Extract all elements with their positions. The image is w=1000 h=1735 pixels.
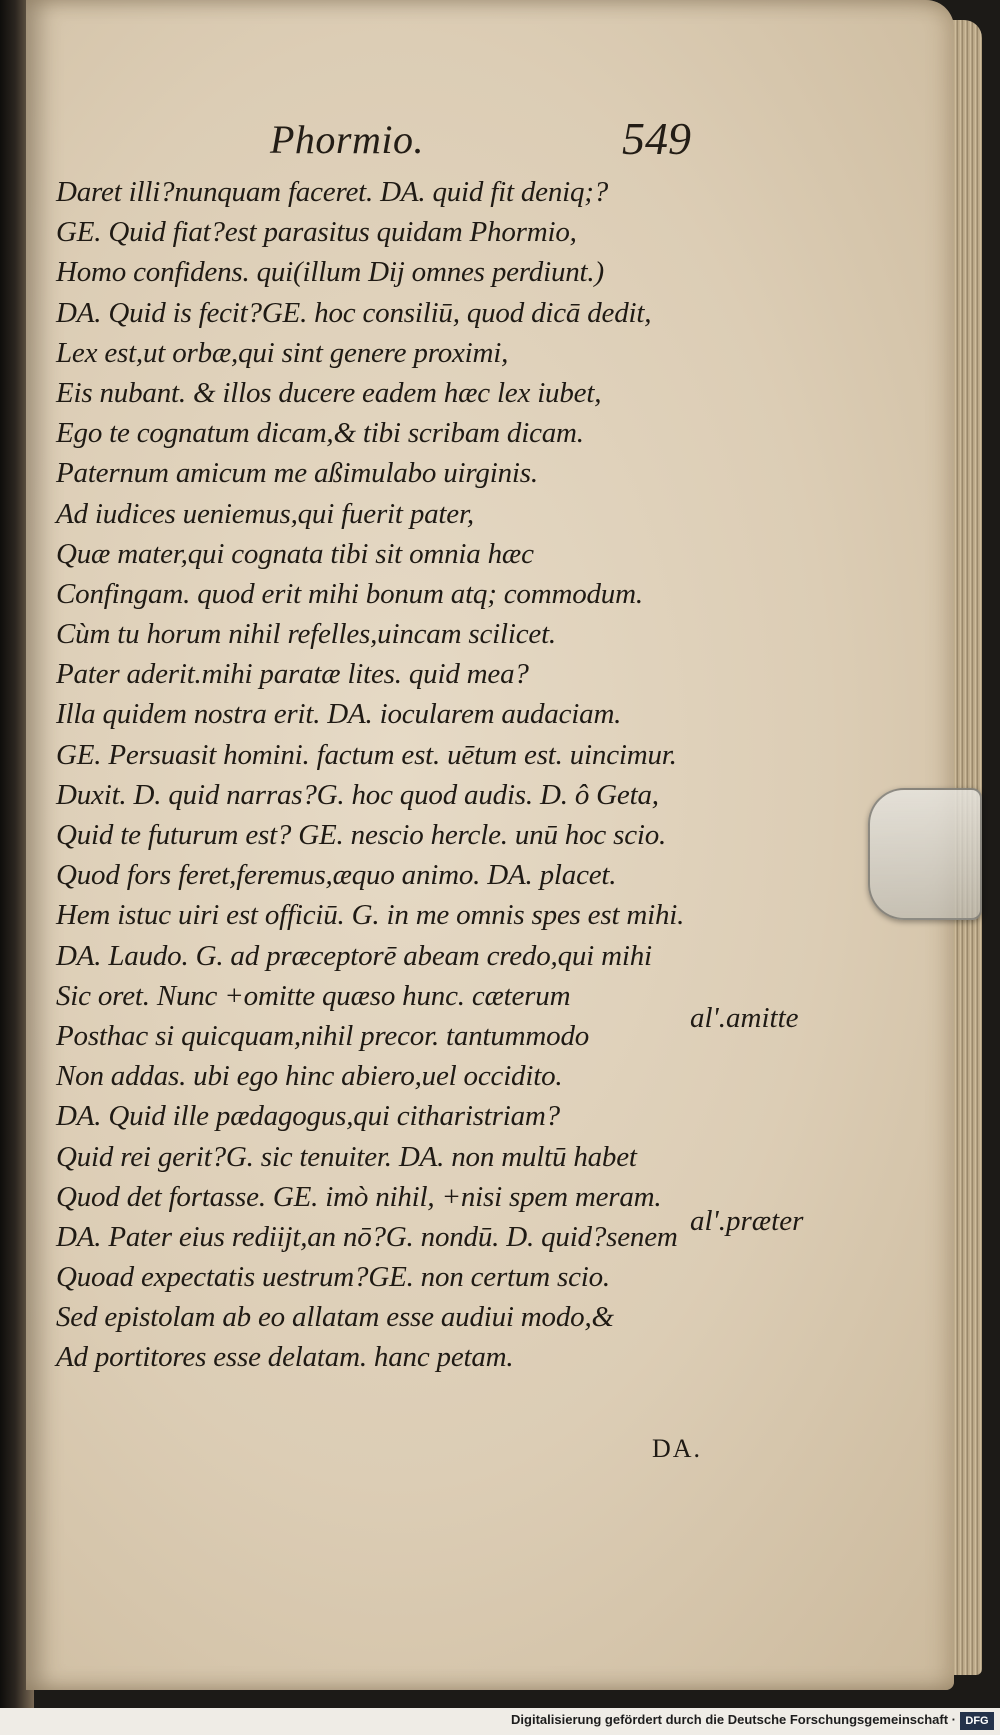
verse-line: Confingam. quod erit mihi bonum atq; commodum. <box>56 577 643 610</box>
margin-note-praeter: al'.præter <box>690 1205 804 1237</box>
margin-note-amitte: al'.amitte <box>690 1002 799 1034</box>
verse-line: Ego te cognatum dicam,& tibi scribam dicam. <box>56 417 584 450</box>
verse-line: DA. Quid is fecit?GE. hoc consiliū, quod dicā dedit, <box>56 296 652 329</box>
verse-line: Hem istuc uiri est officiū. G. in me omnis spes est mihi. <box>56 899 685 932</box>
verse-line: Quid te futurum est? GE. nescio hercle. unū hoc scio. <box>56 819 667 851</box>
funding-notice: Digitalisierung gefördert durch die Deutsche Forschungsgemeinschaft · <box>511 1712 956 1727</box>
book-page <box>26 0 954 1690</box>
verse-line: DA. Quid ille pædagogus,qui citharistriam? <box>56 1100 560 1133</box>
verse-line: Eis nubant. & illos ducere eadem hæc lex iubet, <box>56 376 602 409</box>
page-holder-clip <box>868 788 982 920</box>
verse-line: Quod fors feret,feremus,æquo animo. DA. placet. <box>56 859 617 892</box>
catchword: DA. <box>652 1434 703 1463</box>
verse-line: DA. Laudo. G. ad præceptorē abeam credo,qui mihi <box>56 939 652 972</box>
verse-line: Ad iudices ueniemus,qui fuerit pater, <box>56 497 474 530</box>
page-number: 549 <box>622 113 691 164</box>
dfg-logo: DFG <box>960 1712 994 1730</box>
verse-line: GE. Quid fiat?est parasitus quidam Phormio, <box>56 216 577 249</box>
verse-line: Daret illi?nunquam faceret. DA. quid fit deniq;? <box>56 176 609 208</box>
verse-line: Quid rei gerit?G. sic tenuiter. DA. non multū habet <box>56 1140 637 1173</box>
footer-bar <box>0 1708 1000 1735</box>
verse-line: Illa quidem nostra erit. DA. iocularem audaciam. <box>56 698 622 731</box>
verse-line: Paternum amicum me aßimulabo uirginis. <box>56 457 538 490</box>
running-head: Phormio. <box>270 117 424 162</box>
verse-line: Sed epistolam ab eo allatam esse audiui modo,& <box>56 1301 614 1334</box>
verse-line: Quoad expectatis uestrum?GE. non certum scio. <box>56 1261 610 1294</box>
verse-text-block <box>56 172 756 1378</box>
verse-line: Lex est,ut orbæ,qui sint genere proximi, <box>56 336 509 369</box>
verse-line: Non addas. ubi ego hinc abiero,uel occidito. <box>56 1060 563 1093</box>
verse-line: DA. Pater eius rediijt,an nō?G. nondū. D. quid?senem <box>56 1220 678 1253</box>
verse-line: Cùm tu horum nihil refelles,uincam scilicet. <box>56 618 556 651</box>
verse-line: Ad portitores esse delatam. hanc petam. <box>56 1341 514 1374</box>
verse-line: Homo confidens. qui(illum Dij omnes perdiunt.) <box>56 256 604 289</box>
verse-line: Duxit. D. quid narras?G. hoc quod audis. D. ô Geta, <box>56 778 659 811</box>
verse-line: Sic oret. Nunc +omitte quæso hunc. cæterum <box>56 979 571 1012</box>
verse-line: Quæ mater,qui cognata tibi sit omnia hæc <box>56 537 534 570</box>
verse-line: GE. Persuasit homini. factum est. uētum est. uincimur. <box>56 738 677 771</box>
verse-line: Quod det fortasse. GE. imò nihil, +nisi spem meram. <box>56 1180 662 1213</box>
verse-line: Posthac si quicquam,nihil precor. tantummodo <box>56 1019 590 1052</box>
verse-line: Pater aderit.mihi paratæ lites. quid mea? <box>56 658 529 691</box>
